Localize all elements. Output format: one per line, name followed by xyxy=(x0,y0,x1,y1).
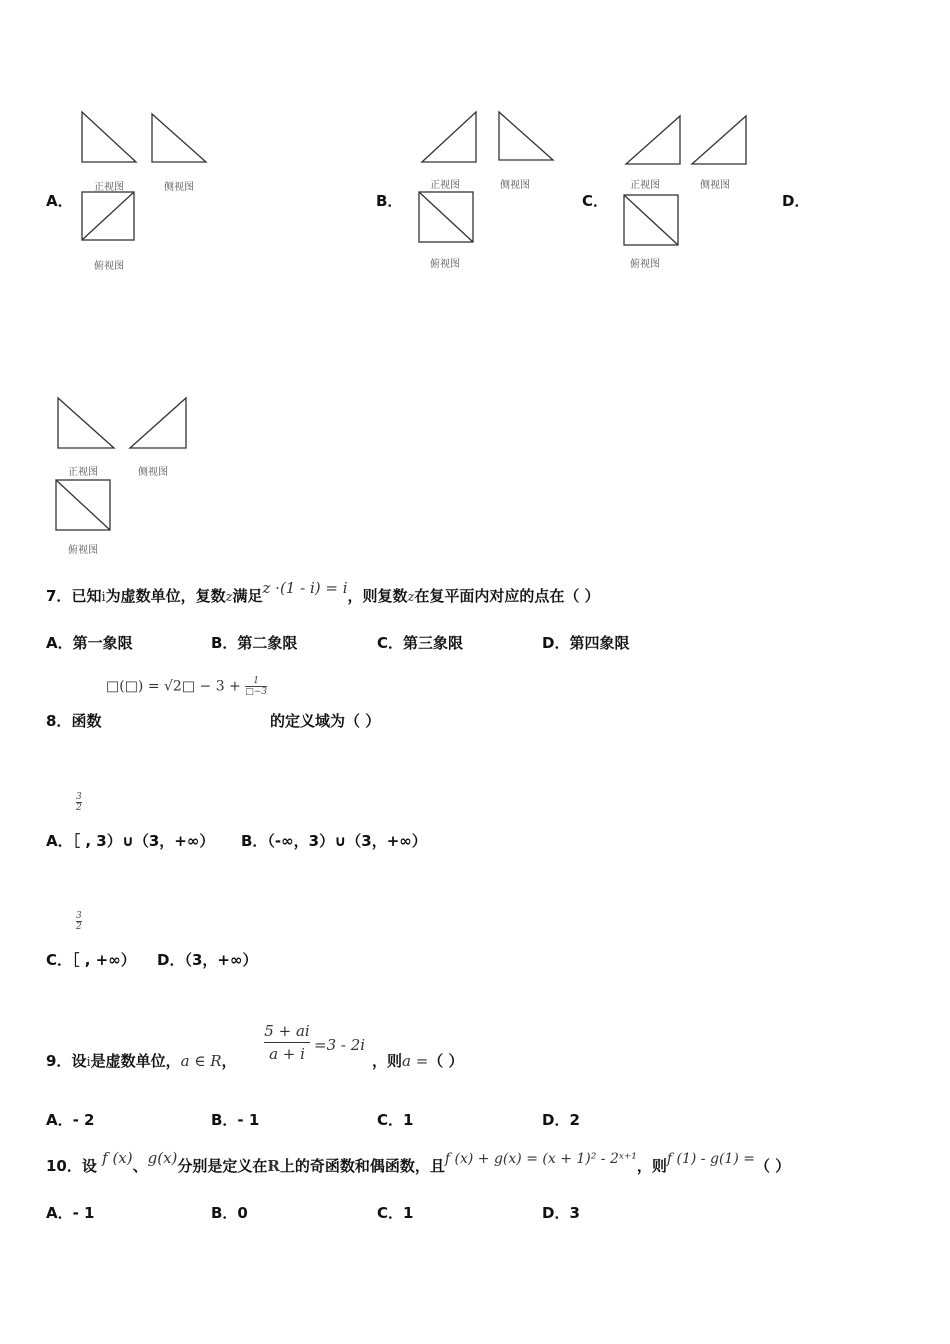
front-view-triangle xyxy=(624,114,684,168)
top-view-square xyxy=(417,190,477,246)
q8-option-a[interactable]: A．［ , 3）∪（3，+∞） xyxy=(46,832,215,850)
front-view-triangle xyxy=(56,396,118,452)
q6-option-a-label[interactable]: A． xyxy=(46,192,73,210)
question-10: 10．设 f (x)、g(x)分别是定义在R上的奇函数和偶函数，且f (x) + g(x) = (x + 1)² - 2ˣ⁺¹，则f (1) - g(1) =（ ） xyxy=(46,1149,791,1175)
q8-formula-fraction: $\frac{1}{□-3}$ xyxy=(245,676,268,697)
q10-option-b[interactable]: B．0 xyxy=(211,1204,248,1222)
q6-option-d-label[interactable]: D． xyxy=(782,192,810,210)
q8-option-c[interactable]: C．［ , +∞） xyxy=(46,951,136,969)
front-view-triangle xyxy=(420,110,480,166)
q10-option-d[interactable]: D．3 xyxy=(542,1204,580,1222)
top-view-caption: 俯视图 xyxy=(94,261,124,272)
q8-option-b[interactable]: B．（-∞，3）∪（3，+∞） xyxy=(241,832,427,850)
q8-fraction-3-2: $\frac{3}{2}$ xyxy=(76,792,82,813)
q9-ask: ，则a =（ ） xyxy=(372,1052,464,1070)
q8-formula: □(□) = √2□ − 3 + $\frac{1}{□-3}$ xyxy=(106,676,268,697)
q8-number: 8． xyxy=(46,712,72,730)
q9-option-d[interactable]: D．2 xyxy=(542,1111,580,1129)
q9-fraction: 5 + ai a + i xyxy=(264,1022,310,1063)
top-view-square xyxy=(622,193,682,249)
front-view-caption: 正视图 xyxy=(430,180,460,191)
q10-option-a[interactable]: A．- 1 xyxy=(46,1204,95,1222)
q6-option-b-label[interactable]: B． xyxy=(376,192,403,210)
q10-equation: f (x) + g(x) = (x + 1)² - 2ˣ⁺¹ xyxy=(444,1151,637,1167)
q7-option-a[interactable]: A．第一象限 xyxy=(46,634,133,652)
q8-option-d[interactable]: D．（3，+∞） xyxy=(157,951,258,969)
question-7: 7．已知i为虚数单位，复数z满足z ·(1 - i) = i，则复数z在复平面内对应的点在（ ） xyxy=(46,579,600,605)
q7-number: 7． xyxy=(46,587,72,605)
front-view-triangle xyxy=(80,110,140,166)
q10-number: 10． xyxy=(46,1157,82,1175)
front-view-caption: 正视图 xyxy=(630,180,660,191)
top-view-caption: 俯视图 xyxy=(430,259,460,270)
q10-option-c[interactable]: C．1 xyxy=(377,1204,414,1222)
q7-option-d[interactable]: D．第四象限 xyxy=(542,634,630,652)
side-view-triangle xyxy=(497,110,557,166)
q9-option-b[interactable]: B．- 1 xyxy=(211,1111,260,1129)
side-view-triangle xyxy=(150,112,210,166)
front-view-caption: 正视图 xyxy=(68,467,98,478)
question-9: 9．设i是虚数单位，a ∈ R， xyxy=(46,1052,237,1070)
q8-fraction-3-2: $\frac{3}{2}$ xyxy=(76,911,82,932)
q9-option-c[interactable]: C．1 xyxy=(377,1111,414,1129)
side-view-triangle xyxy=(128,396,190,452)
q7-option-b[interactable]: B．第二象限 xyxy=(211,634,298,652)
q7-option-c[interactable]: C．第三象限 xyxy=(377,634,464,652)
side-view-caption: 侧视图 xyxy=(500,180,530,191)
front-view-caption: 正视图 xyxy=(94,182,124,193)
q9-rhs: =3 - 2i xyxy=(314,1036,366,1054)
side-view-triangle xyxy=(690,114,750,168)
q9-option-a[interactable]: A．- 2 xyxy=(46,1111,95,1129)
side-view-caption: 侧视图 xyxy=(138,467,168,478)
top-view-caption: 俯视图 xyxy=(68,545,98,556)
top-view-square xyxy=(54,478,114,534)
top-view-square xyxy=(80,190,138,244)
side-view-caption: 侧视图 xyxy=(164,182,194,193)
side-view-caption: 侧视图 xyxy=(700,180,730,191)
q9-number: 9． xyxy=(46,1052,72,1070)
q8-tail: 的定义域为（ ） xyxy=(270,712,381,730)
top-view-caption: 俯视图 xyxy=(630,259,660,270)
q6-option-c-label[interactable]: C． xyxy=(582,192,609,210)
question-8: 8．函数 xyxy=(46,712,102,730)
q7-equation: z ·(1 - i) = i xyxy=(262,579,348,597)
